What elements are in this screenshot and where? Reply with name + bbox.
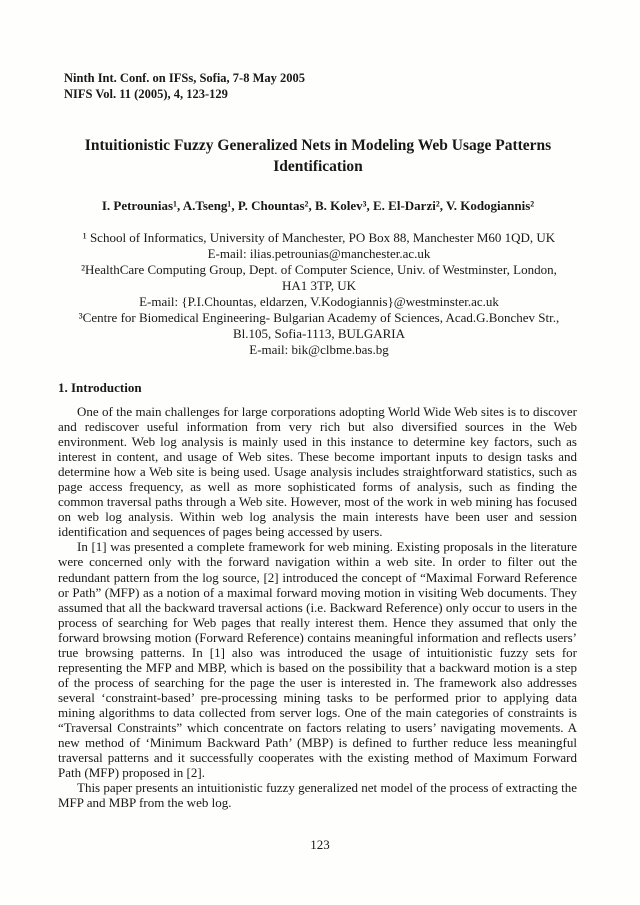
section-heading-introduction: 1. Introduction	[58, 380, 142, 395]
conference-header	[64, 70, 584, 102]
affiliations-block	[24, 230, 614, 358]
conference-header-line-1: Ninth Int. Conf. on IFSs, Sofia, 7-8 May 2005	[64, 71, 306, 85]
affiliation-line: Bl.105, Sofia-1113, BULGARIA	[232, 326, 405, 341]
affiliation-email: E-mail: {P.I.Chountas, eldarzen, V.Kodogiannis}@westminster.ac.uk	[139, 294, 499, 309]
authors-line: I. Petrounias¹, A.Tseng¹, P. Chountas², B. Kolev³, E. El-Darzi², V. Kodogiannis²	[101, 198, 535, 213]
introduction-body	[58, 404, 577, 810]
intro-paragraph-1: One of the main challenges for large corporations adopting World Wide Web sites is to discover and rediscover useful information from very rich but also diversified sources in the Web environment. Web log analysis is mainly used in this instance to determine key factors, such as interest in content, and usage of Web sites. These become important inputs to design tasks and determine how a Web site is being used. Usage analysis includes straightforward statistics, such as page access frequency, as well as more sophisticated forms of analysis, such as finding the common traversal paths through a Web site. However, most of the work in web mining has focused on web log analysis. Within web log analysis the main interests have been user and session identification and sequences of pages being accessed by users.	[58, 404, 577, 540]
page-number: 123	[310, 837, 330, 852]
affiliation-line: ¹ School of Informatics, University of Manchester, PO Box 88, Manchester M60 1QD, UK	[82, 230, 556, 245]
affiliation-line: HA1 3TP, UK	[281, 278, 357, 293]
intro-paragraph-3: This paper presents an intuitionistic fuzzy generalized net model of the process of extracting the MFP and MBP from the web log.	[58, 780, 577, 811]
affiliation-email: E-mail: bik@clbme.bas.bg	[249, 342, 389, 357]
conference-header-line-2: NIFS Vol. 11 (2005), 4, 123-129	[64, 87, 228, 101]
paper-title: Intuitionistic Fuzzy Generalized Nets in Modeling Web Usage Patterns Identification	[84, 137, 552, 175]
intro-paragraph-2: In [1] was presented a complete framework for web mining. Existing proposals in the literature were concerned only with the forward navigation within a web site. In order to filter out the redundant pattern from the log source, [2] introduced the concept of “Maximal Forward Reference or Path” (MFP) as a notion of a maximal forward moving motion in visiting Web documents. They assumed that all the backward traversal actions (i.e. Backward Reference) only occur to users in the process of searching for Web pages that really interest them. Hence they assumed that only the forward browsing motion (Forward Reference) contains meaningful information and reflects users’ true browsing patterns. In [1] also was introduced the usage of intuitionistic fuzzy sets for representing the MFP and MBP, which is based on the possibility that a backward motion is a step of the process of searching for the page the user is interested in. The framework also addresses several ‘constraint-based’ pre-processing mining tasks to be performed prior to applying data mining algorithms to data collected from server logs. One of the main categories of constraints is “Traversal Constraints” which concentrate on factors relating to users’ navigating movements. A new method of ‘Minimum Backward Path’ (MBP) is defined to further reduce less meaningful traversal patterns and it successfully cooperates with the existing method of Maximum Forward Path (MFP) proposed in [2].	[58, 539, 577, 781]
affiliation-email: E-mail: ilias.petrounias@manchester.ac.uk	[207, 246, 431, 261]
affiliation-line: ³Centre for Biomedical Engineering- Bulgarian Academy of Sciences, Acad.G.Bonchev Str.,	[78, 310, 560, 325]
affiliation-line: ²HealthCare Computing Group, Dept. of Computer Science, Univ. of Westminster, London,	[81, 262, 557, 277]
